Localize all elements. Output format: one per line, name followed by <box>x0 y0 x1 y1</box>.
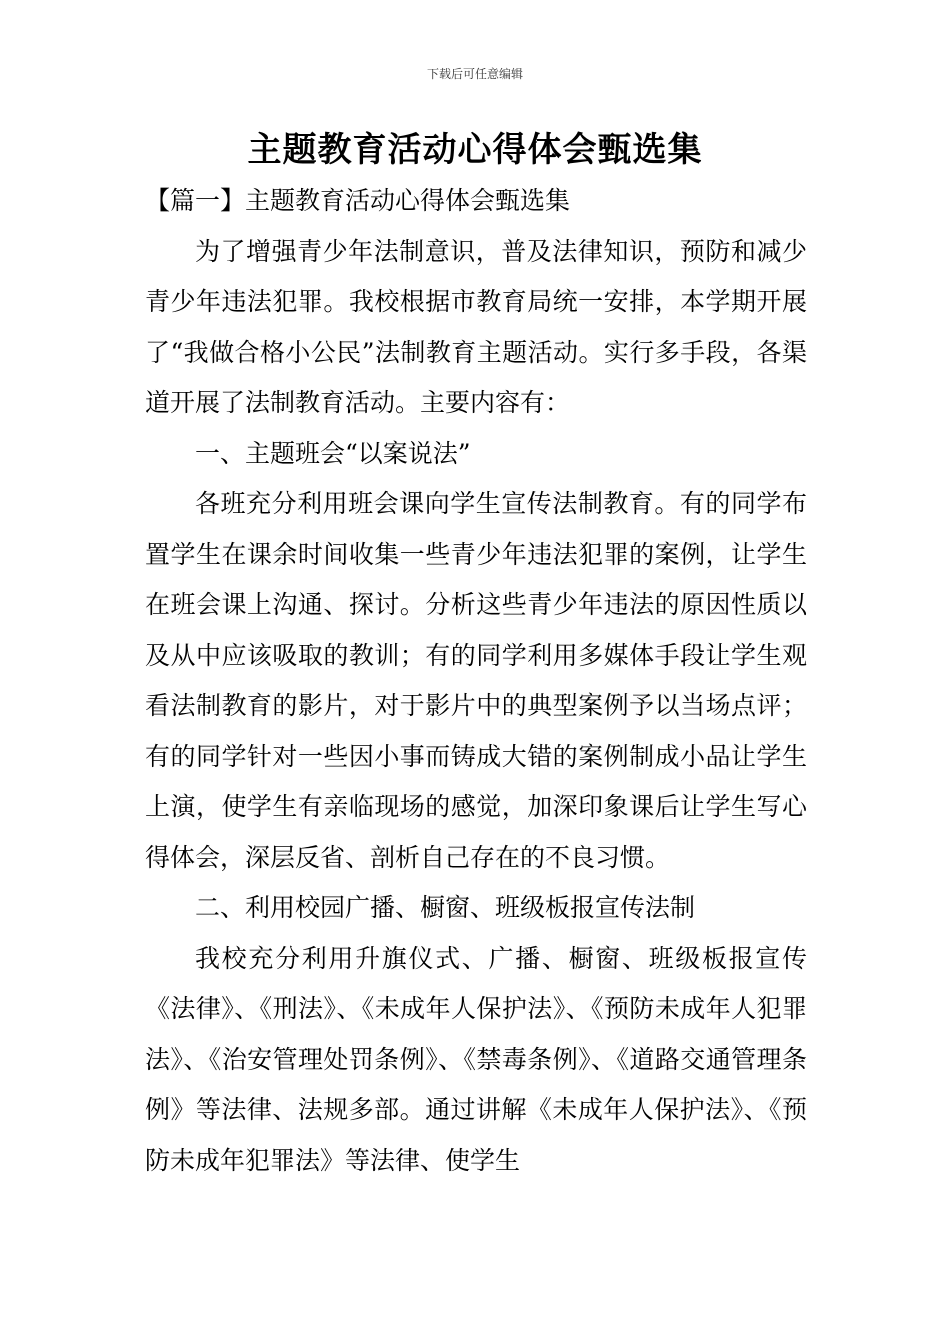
paragraph-intro: 为了增强青少年法制意识，普及法律知识，预防和减少青少年违法犯罪。我校根据市教育局统一安排，本学期开展了“我做合格小公民”法制教育主题活动。实行多手段，各渠道开展了法制教育活动。主要内容有： <box>145 236 807 417</box>
header-note: 下载后可任意编辑 <box>426 67 523 81</box>
document-body <box>145 176 807 1186</box>
document-title: 主题教育活动心得体会甄选集 <box>247 130 703 170</box>
subheading-campus-media: 二、利用校园广播、橱窗、班级板报宣传法制 <box>195 893 696 922</box>
paragraph-class-meeting: 各班充分利用班会课向学生宣传法制教育。有的同学布置学生在课余时间收集一些青少年违法犯罪的案例，让学生在班会课上沟通、探讨。分析这些青少年违法的原因性质以及从中应该吸取的教训；有的同学利用多媒体手段让学生观看法制教育的影片，对于影片中的典型案例予以当场点评；有的同学针对一些因小事而铸成大错的案例制成小品让学生上演，使学生有亲临现场的感觉，加深印象课后让学生写心得体会，深层反省、剖析自己存在的不良习惯。 <box>145 489 807 872</box>
paragraph-campus-media: 我校充分利用升旗仪式、广播、橱窗、班级板报宣传《法律》、《刑法》、《未成年人保护法》、《预防未成年人犯罪法》、《治安管理处罚条例》、《禁毒条例》、《道路交通管理条例》等法律、法规多部。通过讲解《未成年人保护法》、《预防未成年犯罪法》等法律、使学生 <box>145 943 807 1175</box>
section-heading: 【篇一】主题教育活动心得体会甄选集 <box>145 186 571 215</box>
subheading-class-meeting: 一、主题班会“以案说法” <box>195 438 471 468</box>
